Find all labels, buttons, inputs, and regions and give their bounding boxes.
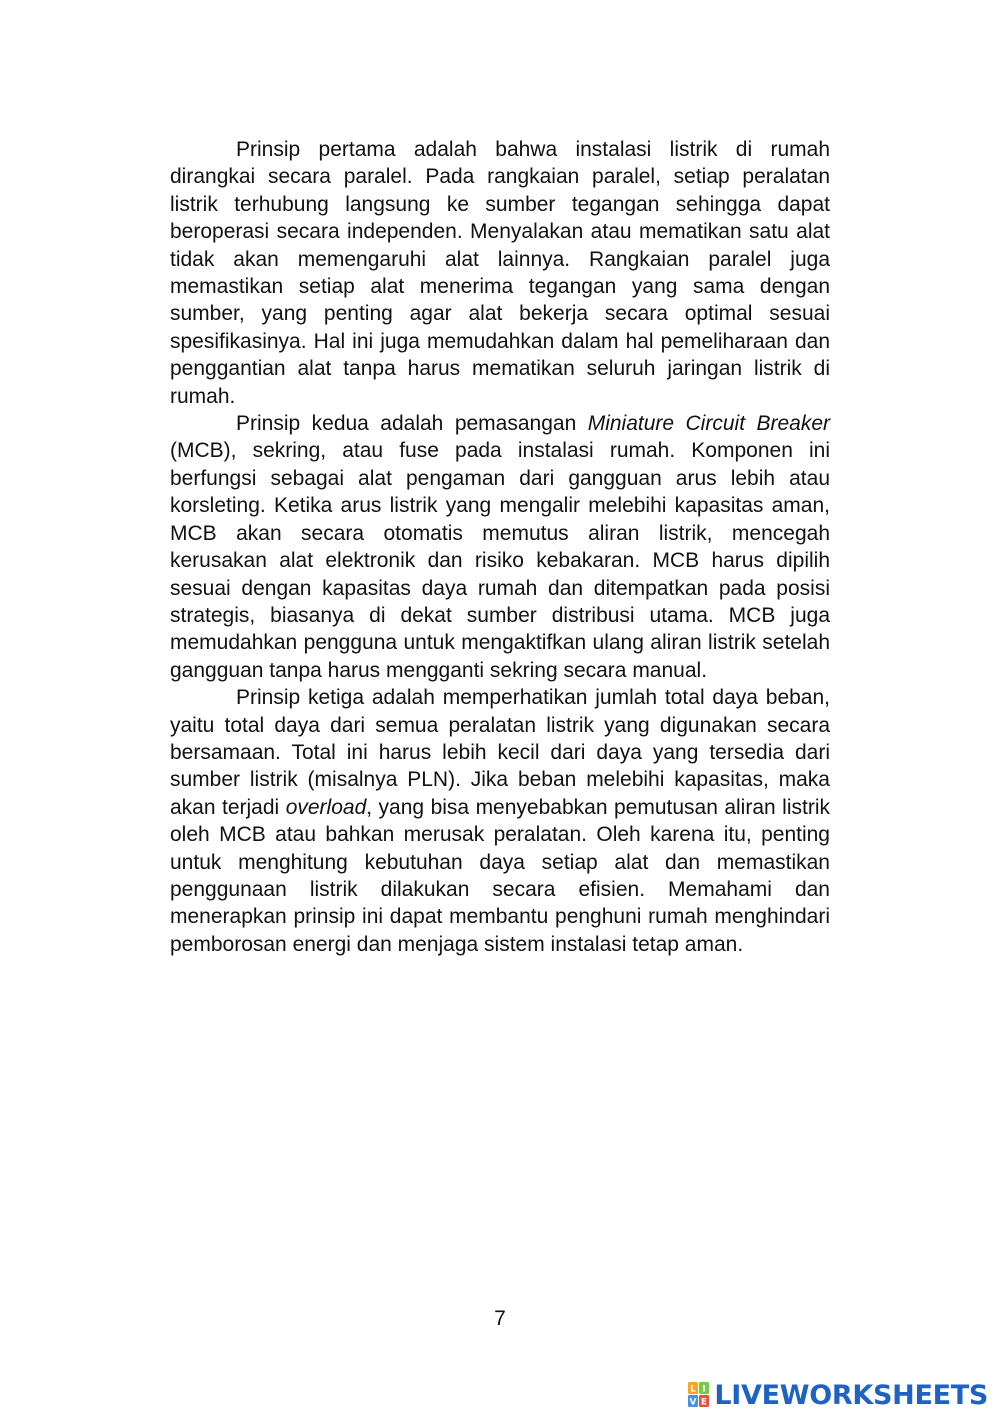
paragraph-2-text-end: (MCB), sekring, atau fuse pada instalasi rumah. Komponen ini berfungsi sebagai alat pengaman dari gangguan arus lebih atau korsleting. Ketika arus listrik yang mengalir melebihi kapasitas aman, MCB akan secara otomatis memutus aliran listrik, mencegah kerusakan alat elektronik dan risiko kebakaran. MCB harus dipilih sesuai dengan kapasitas daya rumah dan ditempatkan pada posisi strategis, biasanya di dekat sumber distribusi utama. MCB juga memudahkan pengguna untuk mengaktifkan ulang aliran listrik setelah gangguan tanpa harus mengganti sekring secara manual. bbox=[170, 439, 830, 682]
logo-tile-letter: L bbox=[690, 1384, 697, 1395]
watermark-text: LIVEWORKSHEETS bbox=[714, 1379, 988, 1411]
page-number: 7 bbox=[494, 1307, 506, 1330]
logo-tile-letter: I bbox=[702, 1384, 707, 1395]
page-content bbox=[170, 136, 830, 958]
paragraph-3-text-end: , yang bisa menyebabkan pemutusan aliran listrik oleh MCB atau bahkan merusak peralatan. Oleh karena itu, penting untuk menghitung kebutuhan daya setiap alat dan memastikan penggunaan listrik dilakukan secara efisien. Memahami dan menerapkan prinsip ini dapat membantu penghuni rumah menghindari pemborosan energi dan menjaga sistem instalasi tetap aman. bbox=[170, 795, 831, 956]
paragraph-3-italic-term: overload bbox=[285, 795, 367, 819]
liveworksheets-logo-icon bbox=[688, 1382, 710, 1408]
paragraph-3-text-start: Prinsip ketiga adalah memperhatikan jumlah total daya beban, yaitu total daya dari semua peralatan listrik yang digunakan secara bersamaan. Total ini harus lebih kecil dari daya yang tersedia dari sumber listrik (misalnya PLN). Jika beban melebihi kapasitas, maka akan terjadi bbox=[170, 686, 830, 819]
paragraph-2 bbox=[170, 410, 830, 684]
paragraph-3 bbox=[170, 684, 830, 958]
paragraph-1 bbox=[170, 136, 830, 410]
logo-tile-letter: E bbox=[701, 1397, 708, 1408]
liveworksheets-watermark bbox=[688, 1378, 988, 1412]
logo-tile-letter: V bbox=[689, 1397, 697, 1408]
paragraph-2-text-start: Prinsip kedua adalah pemasangan bbox=[236, 412, 588, 436]
paragraph-2-italic-term: Miniature Circuit Breaker bbox=[587, 412, 831, 436]
paragraph-1-text: Prinsip pertama adalah bahwa instalasi listrik di rumah dirangkai secara paralel. Pada rangkaian paralel, setiap peralatan listrik terhubung langsung ke sumber tegangan sehingga dapat beroperasi secara independen. Menyalakan atau mematikan satu alat tidak akan memengaruhi alat lainnya. Rangkaian paralel juga memastikan setiap alat menerima tegangan yang sama dengan sumber, yang penting agar alat bekerja secara optimal sesuai spesifikasinya. Hal ini juga memudahkan dalam hal pemeliharaan dan penggantian alat tanpa harus mematikan seluruh jaringan listrik di rumah. bbox=[170, 138, 830, 408]
